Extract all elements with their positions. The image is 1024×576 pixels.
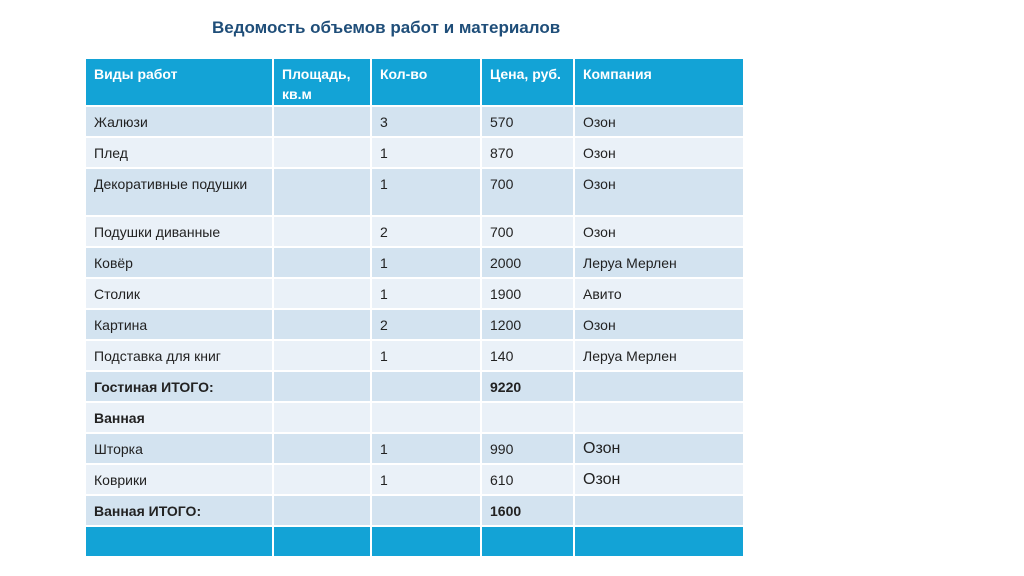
footer-cell	[371, 526, 481, 557]
cell-area	[273, 464, 371, 495]
cell-price: 1600	[481, 495, 574, 526]
footer-cell	[273, 526, 371, 557]
table-row	[85, 168, 744, 216]
header-quantity: Кол-во	[371, 58, 481, 106]
cell-qty	[371, 402, 481, 433]
cell-company: Озон	[574, 106, 744, 137]
page-title: Ведомость объемов работ и материалов	[212, 18, 561, 37]
cell-work: Ковёр	[85, 247, 273, 278]
cell-area	[273, 340, 371, 371]
cell-qty: 1	[371, 278, 481, 309]
table-footer-row	[85, 526, 744, 557]
cell-qty: 3	[371, 106, 481, 137]
cell-price: 140	[481, 340, 574, 371]
cell-price: 700	[481, 216, 574, 247]
cell-work: Картина	[85, 309, 273, 340]
cell-area	[273, 137, 371, 168]
cell-work: Подушки диванные	[85, 216, 273, 247]
cell-area	[273, 106, 371, 137]
cell-company: Озон	[574, 137, 744, 168]
cell-company: Леруа Мерлен	[574, 340, 744, 371]
cell-area	[273, 247, 371, 278]
cell-company	[574, 495, 744, 526]
cell-price: 610	[481, 464, 574, 495]
cell-area	[273, 216, 371, 247]
cell-area	[273, 433, 371, 464]
cell-company: Озон	[574, 168, 744, 216]
table-row	[85, 278, 744, 309]
cell-qty: 1	[371, 433, 481, 464]
table-row	[85, 433, 744, 464]
cell-price: 870	[481, 137, 574, 168]
table-row	[85, 137, 744, 168]
header-work-type: Виды работ	[85, 58, 273, 106]
cell-area	[273, 371, 371, 402]
cell-work: Ванная	[85, 402, 273, 433]
cell-price: 570	[481, 106, 574, 137]
cell-company	[574, 371, 744, 402]
header-company: Компания	[574, 58, 744, 106]
footer-cell	[481, 526, 574, 557]
table-row	[85, 106, 744, 137]
cell-work: Столик	[85, 278, 273, 309]
cell-qty	[371, 371, 481, 402]
cell-company: Авито	[574, 278, 744, 309]
cell-qty: 1	[371, 247, 481, 278]
subtotal-row-bathroom	[85, 495, 744, 526]
cell-price: 700	[481, 168, 574, 216]
cell-area	[273, 168, 371, 216]
cell-company: Леруа Мерлен	[574, 247, 744, 278]
cell-work: Ванная ИТОГО:	[85, 495, 273, 526]
cell-price	[481, 402, 574, 433]
cell-qty: 1	[371, 340, 481, 371]
cell-company: Озон	[574, 433, 744, 464]
cell-work: Декоративные подушки	[85, 168, 273, 216]
cell-area	[273, 309, 371, 340]
cell-area	[273, 278, 371, 309]
cell-qty: 1	[371, 137, 481, 168]
cell-qty: 1	[371, 168, 481, 216]
cell-company: Озон	[574, 309, 744, 340]
table-row	[85, 340, 744, 371]
cell-area	[273, 402, 371, 433]
cell-work: Гостиная ИТОГО:	[85, 371, 273, 402]
footer-cell	[85, 526, 273, 557]
table-row	[85, 216, 744, 247]
cell-price: 2000	[481, 247, 574, 278]
cell-work: Плед	[85, 137, 273, 168]
table-row	[85, 309, 744, 340]
table-row	[85, 247, 744, 278]
cell-work: Коврики	[85, 464, 273, 495]
cell-company: Озон	[574, 216, 744, 247]
table-header-row	[85, 58, 744, 106]
cell-qty: 2	[371, 216, 481, 247]
cell-company: Озон	[574, 464, 744, 495]
cell-price: 9220	[481, 371, 574, 402]
table-row	[85, 464, 744, 495]
cell-work: Жалюзи	[85, 106, 273, 137]
cell-company	[574, 402, 744, 433]
section-row-bathroom	[85, 402, 744, 433]
cell-price: 1200	[481, 309, 574, 340]
cell-qty: 2	[371, 309, 481, 340]
cell-price: 1900	[481, 278, 574, 309]
cell-work: Шторка	[85, 433, 273, 464]
cell-work: Подставка для книг	[85, 340, 273, 371]
subtotal-row-living-room	[85, 371, 744, 402]
footer-cell	[574, 526, 744, 557]
header-area: Площадь, кв.м	[273, 58, 371, 106]
cell-area	[273, 495, 371, 526]
header-price: Цена, руб.	[481, 58, 574, 106]
cell-price: 990	[481, 433, 574, 464]
works-materials-table	[84, 57, 745, 558]
cell-qty: 1	[371, 464, 481, 495]
cell-qty	[371, 495, 481, 526]
